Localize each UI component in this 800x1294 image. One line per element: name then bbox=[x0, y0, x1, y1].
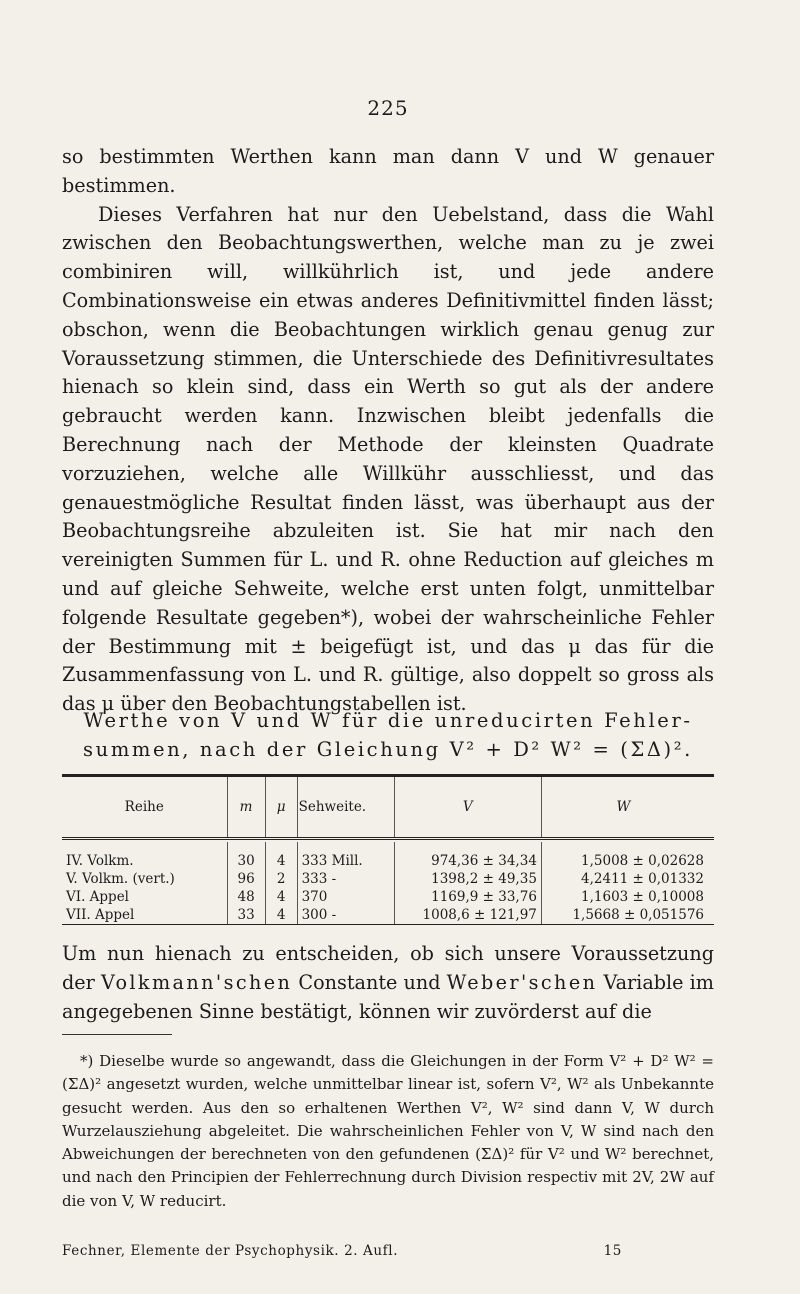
header-sehweite: Sehweite. bbox=[297, 777, 394, 837]
cell-w: 1,5008 ± 0,02628 bbox=[541, 852, 714, 870]
cell-v: 1169,9 ± 33,76 bbox=[394, 888, 541, 906]
cell-w: 1,5668 ± 0,051576 bbox=[541, 906, 714, 924]
header-w: W bbox=[541, 777, 714, 837]
cell-reihe: VII. Appel bbox=[66, 907, 135, 923]
body-text bbox=[62, 143, 714, 719]
table-title bbox=[62, 706, 714, 764]
table-title-line-1: Werthe von V und W für die unreducirten Fehler- bbox=[83, 709, 693, 732]
table-row bbox=[62, 906, 714, 924]
footnote bbox=[62, 1050, 714, 1213]
cell-v: 1398,2 ± 49,35 bbox=[394, 870, 541, 888]
cell-v: 974,36 ± 34,34 bbox=[394, 852, 541, 870]
cell-sehweite: 333 Mill. bbox=[297, 852, 394, 870]
cell-m: 33 bbox=[227, 906, 265, 924]
table-title-line-2: summen, nach der Gleichung V² + D² W² = (ΣΔ)². bbox=[83, 738, 693, 761]
cell-m: 30 bbox=[227, 852, 265, 870]
name-volkmann: Volkmann'schen bbox=[100, 970, 293, 994]
after-table-paragraph: Um nun hienach zu entscheiden, ob sich unsere Voraussetzung der Volkmann'schen Constante und Weber'schen Variable im angegebenen Sinne bestätigt, können wir zuvörderst auf die bbox=[62, 942, 714, 1023]
cell-mu: 4 bbox=[265, 852, 297, 870]
cell-reihe: VI. Appel bbox=[66, 889, 130, 905]
cell-v: 1008,6 ± 121,97 bbox=[394, 906, 541, 924]
cell-mu: 2 bbox=[265, 870, 297, 888]
cell-sehweite: 370 bbox=[297, 888, 394, 906]
results-table bbox=[62, 777, 714, 924]
page-number: 225 bbox=[367, 96, 409, 120]
header-m: m bbox=[227, 777, 265, 837]
table-rule-bottom bbox=[62, 924, 714, 925]
results-table-wrap bbox=[62, 774, 714, 925]
footer-citation: Fechner, Elemente der Psychophysik. 2. Aufl. bbox=[62, 1243, 399, 1259]
cell-sehweite: 300 - bbox=[297, 906, 394, 924]
paragraph-2: Dieses Verfahren hat nur den Uebelstand, dass die Wahl zwischen den Beobachtungswerthen, welche man zu je zwei combiniren will, willkührlich ist, und jede andere Combinationsweise ein etwas anderes Definitivmittel finden lässt; obschon, wenn die Beobachtungen wirklich genau genug zur Voraussetzung stimmen, die Unterschiede des Definitivresultates hienach so klein sind, dass ein Werth so gut als der andere gebraucht werden kann. Inzwischen bleibt jedenfalls die Berechnung nach der Methode der kleinsten Quadrate vorzuziehen, welche alle Willkühr ausschliesst, und das genauestmögliche Resultat finden lässt, was überhaupt aus der Beobachtungsreihe abzuleiten ist. Sie hat mir nach den vereinigten Summen für L. und R. ohne Reduction auf gleiches m und auf gleiche Sehweite, welche erst unten folgt, unmittelbar folgende Resultate gegeben*), wobei der wahrscheinliche Fehler der Bestimmung mit ± beigefügt ist, und das μ das für die Zusammenfassung von L. und R. gültige, also doppelt so gross als das μ über den Beobachtungstabellen ist. bbox=[62, 202, 714, 716]
cell-sehweite: 333 - bbox=[297, 870, 394, 888]
cell-w: 1,1603 ± 0,10008 bbox=[541, 888, 714, 906]
cell-reihe: IV. Volkm. bbox=[66, 853, 134, 869]
after-table-text bbox=[62, 940, 714, 1026]
cell-mu: 4 bbox=[265, 888, 297, 906]
cell-m: 96 bbox=[227, 870, 265, 888]
header-mu: μ bbox=[265, 777, 297, 837]
table-row bbox=[62, 870, 714, 888]
cell-w: 4,2411 ± 0,01332 bbox=[541, 870, 714, 888]
footer-signature: 15 bbox=[603, 1243, 622, 1259]
cell-m: 48 bbox=[227, 888, 265, 906]
header-reihe: Reihe bbox=[124, 799, 164, 815]
cell-reihe: V. Volkm. (vert.) bbox=[66, 871, 175, 887]
footer bbox=[62, 1243, 714, 1259]
table-row bbox=[62, 852, 714, 870]
footnote-rule bbox=[62, 1034, 172, 1035]
table-header-row bbox=[62, 777, 714, 837]
name-weber: Weber'schen bbox=[446, 970, 598, 994]
cell-mu: 4 bbox=[265, 906, 297, 924]
header-v: V bbox=[394, 777, 541, 837]
table-row bbox=[62, 888, 714, 906]
paragraph-1: so bestimmten Werthen kann man dann V und W genauer bestimmen. bbox=[62, 145, 714, 197]
footnote-text: *) Dieselbe wurde so angewandt, dass die Gleichungen in der Form V² + D² W² = (ΣΔ)² angesetzt wurden, welche unmittelbar linear ist, sofern V², W² als Unbekannte gesucht werden. Aus den so erhaltenen Werthen V², W² sind dann V, W durch Wurzelausziehung abgeleitet. Die wahrscheinlichen Fehler von V, W sind nach den Abweichungen der berechneten von den gefundenen (ΣΔ)² für V² und W² berechnet, und nach den Principien der Fehlerrechnung durch Division respectiv mit 2V, 2W auf die von V, W reducirt. bbox=[62, 1052, 714, 1210]
